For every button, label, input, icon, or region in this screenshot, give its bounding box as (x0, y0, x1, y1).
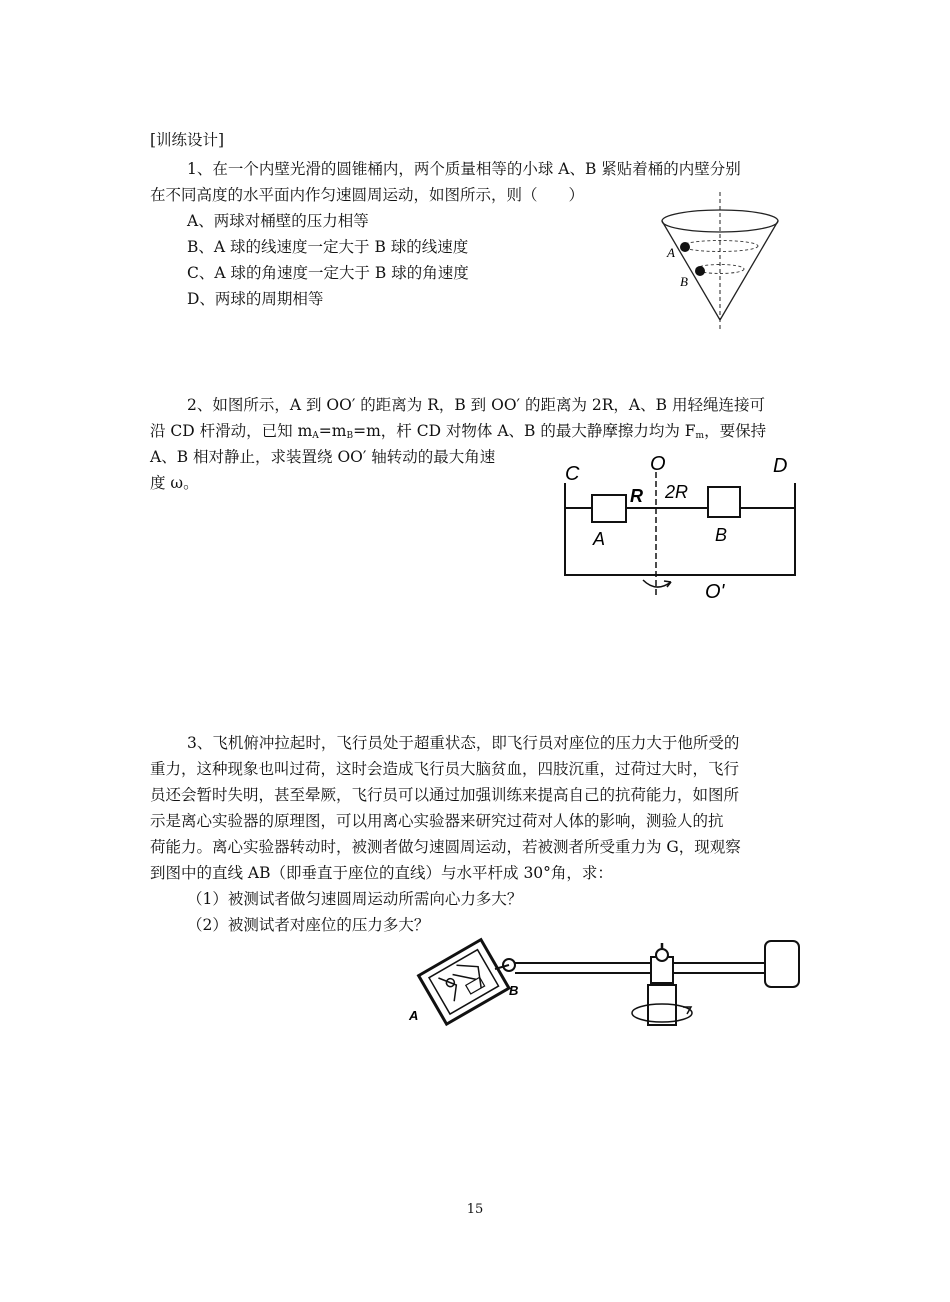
q3-line-6: 到图中的直线 AB（即垂直于座位的直线）与水平杆成 30°角，求： (150, 864, 613, 882)
q2-line-2-part-a: 沿 CD 杆滑动，已知 m (150, 422, 313, 440)
q2-sub-a: A (312, 431, 319, 441)
label-b: B (509, 983, 519, 998)
cone-label-b: B (680, 274, 688, 289)
q2-line-4: 度 ω。 (150, 474, 199, 492)
q3-line-2: 重力，这种现象也叫过荷，这时会造成飞行员大脑贫血，四肢沉重，过荷过大时，飞行 (150, 760, 740, 778)
q1-option-d: D、两球的周期相等 (187, 290, 324, 308)
label-r: R (630, 486, 643, 506)
cone-figure (655, 200, 795, 335)
q2-line-2 (150, 421, 766, 446)
rod-figure (555, 450, 805, 605)
q2-sub-m: m (695, 431, 705, 441)
ball-a (680, 242, 690, 252)
centrifuge-figure (405, 935, 805, 1035)
q2-line-2-part-c: =m，杆 CD 对物体 A、B 的最大静摩擦力均为 F (353, 422, 696, 440)
label-a: A (593, 529, 606, 549)
q1-line-2: 在不同高度的水平面内作匀速圆周运动，如图所示，则（ ） (150, 186, 585, 204)
label-b: B (715, 525, 728, 545)
q1-option-a: A、两球对桶壁的压力相等 (187, 212, 369, 230)
q3-line-4: 示是离心实验器的原理图，可以用离心实验器来研究过荷对人体的影响，测验人的抗 (150, 812, 724, 830)
q2-line-2-part-d: ，要保持 (704, 422, 767, 440)
q1-line-1: 1、在一个内壁光滑的圆锥桶内，两个质量相等的小球 A、B 紧贴着桶的内壁分别 (187, 160, 741, 178)
label-2r: 2R (665, 482, 689, 502)
label-c: C (565, 463, 580, 485)
label-o-prime: O' (705, 581, 725, 603)
section-title: [训练设计] (150, 131, 225, 149)
q2-line-3: A、B 相对静止，求装置绕 OO′ 轴转动的最大角速 (150, 448, 496, 466)
q3-line-5: 荷能力。离心实验器转动时，被测者做匀速圆周运动，若被测者所受重力为 G，现观察 (150, 838, 741, 856)
q3-sub-question-2: （2）被测试者对座位的压力多大？ (187, 916, 430, 934)
q2-line-1: 2、如图所示，A 到 OO′ 的距离为 R，B 到 OO′ 的距离为 2R，A、B 用轻绳连接可 (187, 396, 765, 414)
ball-b (695, 266, 705, 276)
label-d: D (773, 455, 788, 477)
page-number: 15 (466, 1202, 484, 1217)
seat-cabin (419, 940, 509, 1024)
block-a (592, 495, 626, 522)
label-a: A (409, 1008, 419, 1023)
block-b (708, 487, 740, 517)
q3-line-3: 员还会暂时失明，甚至晕厥，飞行员可以通过加强训练来提高自己的抗荷能力，如图所 (150, 786, 740, 804)
q2-line-2-part-b: =m (318, 422, 347, 440)
cone-label-a: A (667, 245, 675, 260)
counterweight (765, 941, 799, 987)
q3-sub-question-1: （1）被测试者做匀速圆周运动所需向心力多大？ (187, 890, 523, 908)
q2-sub-b: B (346, 431, 354, 441)
q1-option-b: B、A 球的线速度一定大于 B 球的线速度 (187, 238, 469, 256)
label-o: O (650, 453, 666, 475)
q3-line-1: 3、飞机俯冲拉起时，飞行员处于超重状态，即飞行员对座位的压力大于他所受的 (187, 734, 740, 752)
q1-option-c: C、A 球的角速度一定大于 B 球的角速度 (187, 264, 469, 282)
